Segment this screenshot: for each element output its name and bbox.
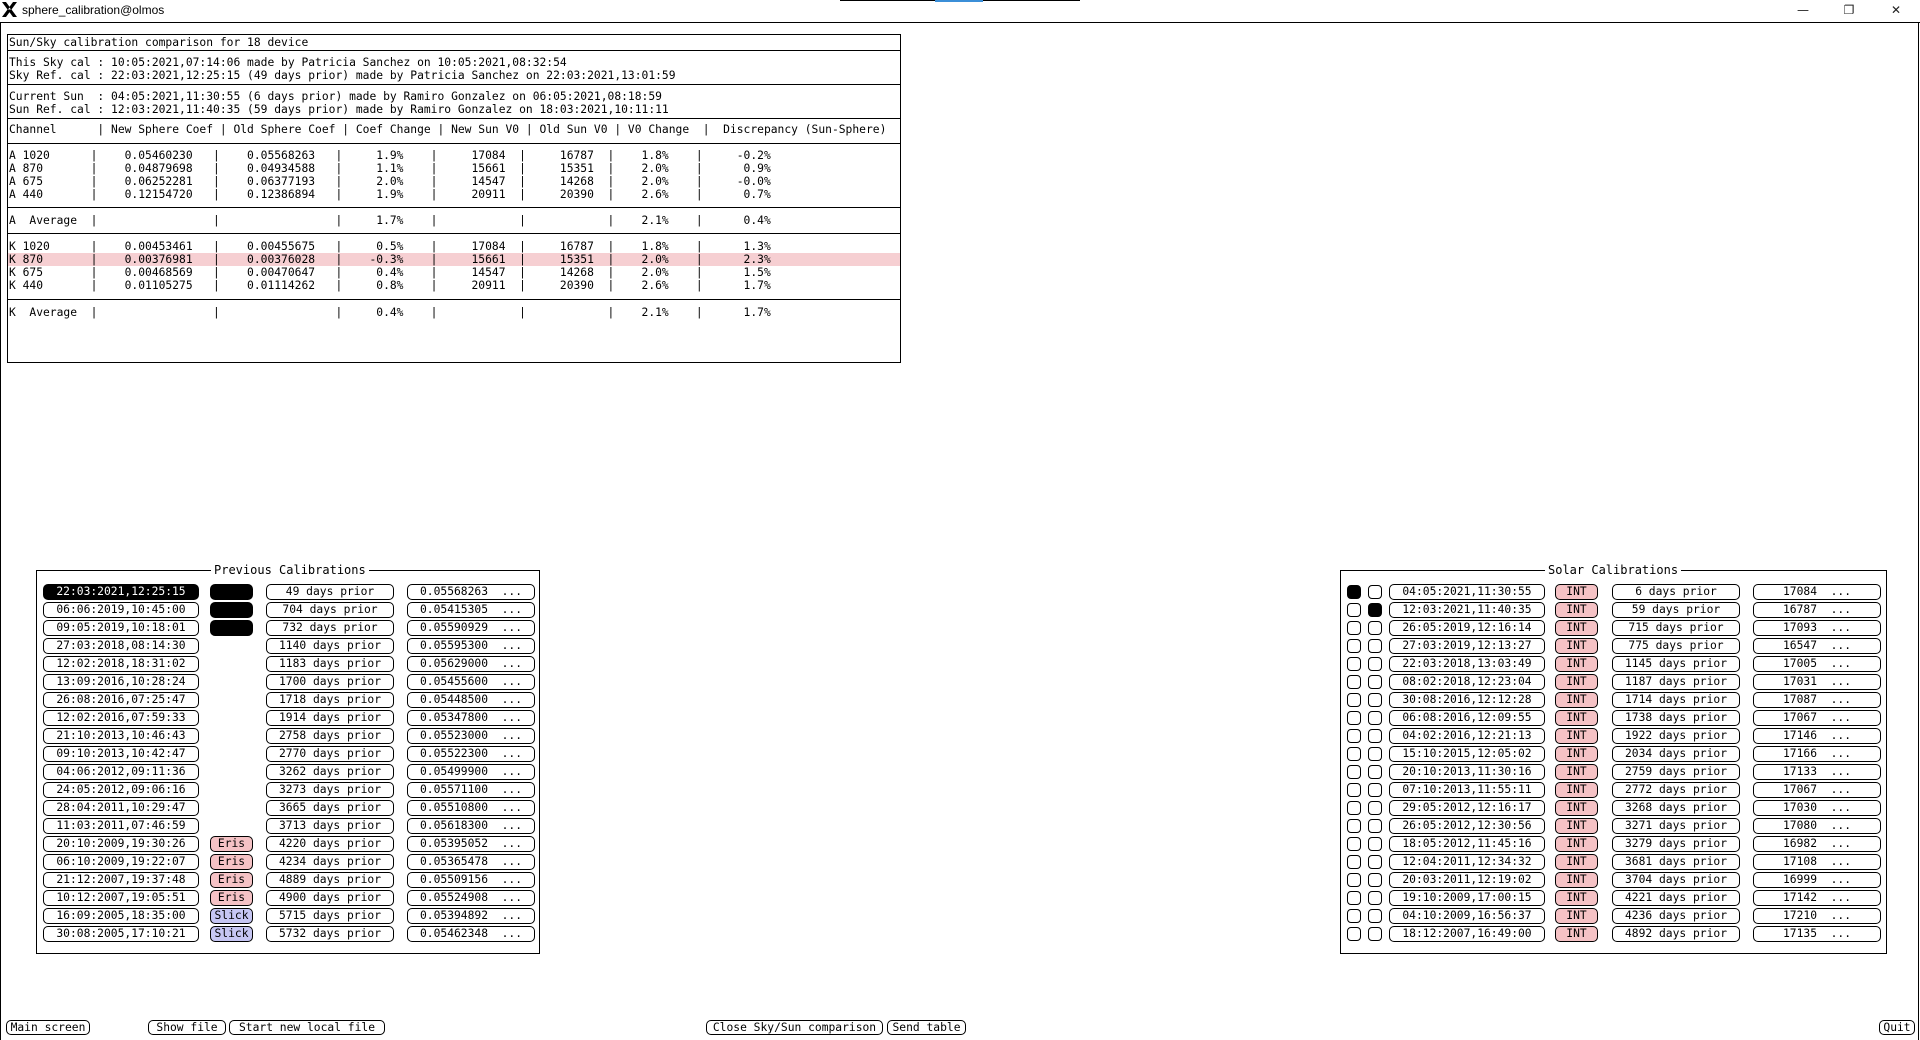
reference-sun-radio[interactable]: [1368, 819, 1382, 833]
v0-button[interactable]: 17087 ...: [1753, 692, 1881, 708]
coef-button[interactable]: 0.05394892 ...: [407, 908, 535, 924]
reference-sun-radio[interactable]: [1368, 891, 1382, 905]
reference-sun-radio[interactable]: [1368, 927, 1382, 941]
days-prior-field: 2034 days prior: [1612, 746, 1740, 762]
k-rows-section: [8, 234, 900, 300]
coef-button[interactable]: 0.05455600 ...: [407, 674, 535, 690]
coef-button[interactable]: 0.05448500 ...: [407, 692, 535, 708]
list-item: [37, 764, 539, 780]
coef-button[interactable]: 0.05510800 ...: [407, 800, 535, 816]
v0-button[interactable]: 17005 ...: [1753, 656, 1881, 672]
current-sun-radio[interactable]: [1347, 657, 1361, 671]
list-item: [37, 710, 539, 726]
cal-type-badge: INT: [1555, 602, 1598, 618]
previous-calibrations-title: Previous Calibrations: [211, 563, 369, 577]
days-prior-field: 1714 days prior: [1612, 692, 1740, 708]
solar-calibrations-group: [1340, 563, 1887, 954]
list-item: [37, 800, 539, 816]
list-item: [37, 836, 539, 852]
coef-button[interactable]: 0.05629000 ...: [407, 656, 535, 672]
cal-type-badge: INT: [1555, 692, 1598, 708]
reference-sun-radio[interactable]: [1368, 801, 1382, 815]
cal-type-badge: INT: [1555, 764, 1598, 780]
current-sun-radio[interactable]: [1347, 693, 1361, 707]
current-sun-radio[interactable]: [1347, 855, 1361, 869]
device-tag-badge: Slick: [210, 926, 253, 942]
current-sun-radio[interactable]: [1347, 639, 1361, 653]
window-border-top: [0, 22, 1920, 23]
days-prior-field: 1914 days prior: [266, 710, 394, 726]
solar-cal-date-button[interactable]: 04:05:2021,11:30:55: [1389, 584, 1545, 600]
title-bar: [0, 0, 1920, 21]
list-item: [37, 926, 539, 942]
list-item: [1341, 584, 1886, 600]
list-item: [1341, 764, 1886, 780]
coef-button[interactable]: 0.05462348 ...: [407, 926, 535, 942]
table-row-highlighted: K 870 | 0.00376981 | 0.00376028 | -0.3% | 15661 | 15351 | 2.0% | 2.3%: [8, 253, 900, 266]
sky-ref-cal: Sky Ref. cal : 22:03:2021,12:25:15 (49 days prior) made by Patricia Sanchez on 22:03:2021,13:01:59: [9, 69, 676, 82]
list-item: [1341, 728, 1886, 744]
list-item: [1341, 890, 1886, 906]
days-prior-field: 704 days prior: [266, 602, 394, 618]
current-sun-radio[interactable]: [1347, 891, 1361, 905]
cal-type-badge: INT: [1555, 908, 1598, 924]
cal-type-badge: INT: [1555, 584, 1598, 600]
current-sun-radio[interactable]: [1347, 675, 1361, 689]
start-new-local-file-button[interactable]: Start new local file: [229, 1020, 385, 1035]
days-prior-field: 1187 days prior: [1612, 674, 1740, 690]
days-prior-field: 1738 days prior: [1612, 710, 1740, 726]
days-prior-field: 6 days prior: [1612, 584, 1740, 600]
reference-sun-radio[interactable]: [1368, 693, 1382, 707]
window-border-right: [1918, 22, 1919, 1040]
list-item: [37, 746, 539, 762]
reference-sun-radio[interactable]: [1368, 621, 1382, 635]
days-prior-field: 775 days prior: [1612, 638, 1740, 654]
days-prior-field: 1700 days prior: [266, 674, 394, 690]
current-sun-radio[interactable]: [1347, 837, 1361, 851]
coef-button[interactable]: 0.05523000 ...: [407, 728, 535, 744]
v0-button[interactable]: 17135 ...: [1753, 926, 1881, 942]
previous-cal-date-button[interactable]: 22:03:2021,12:25:15: [43, 584, 199, 600]
sky-info-section: [8, 51, 900, 85]
v0-button[interactable]: 17133 ...: [1753, 764, 1881, 780]
status-marker: [210, 620, 253, 636]
list-item: [1341, 854, 1886, 870]
table-header-section: [8, 119, 900, 144]
list-item: [37, 692, 539, 708]
v0-button[interactable]: 16787 ...: [1753, 602, 1881, 618]
reference-sun-radio[interactable]: [1368, 729, 1382, 743]
v0-button[interactable]: 17108 ...: [1753, 854, 1881, 870]
this-sky-cal: This Sky cal : 10:05:2021,07:14:06 made by Patricia Sanchez on 10:05:2021,08:32:54: [9, 56, 567, 69]
cal-type-badge: INT: [1555, 890, 1598, 906]
coef-button[interactable]: 0.05524908 ...: [407, 890, 535, 906]
v0-button[interactable]: 17084 ...: [1753, 584, 1881, 600]
solar-cal-date-button[interactable]: 19:10:2009,17:00:15: [1389, 890, 1545, 906]
restore-button[interactable]: ❐: [1843, 3, 1855, 17]
v0-button[interactable]: 16999 ...: [1753, 872, 1881, 888]
list-item: [37, 890, 539, 906]
list-item: [1341, 692, 1886, 708]
days-prior-field: 4236 days prior: [1612, 908, 1740, 924]
cal-type-badge: INT: [1555, 674, 1598, 690]
v0-button[interactable]: 17031 ...: [1753, 674, 1881, 690]
days-prior-field: 2772 days prior: [1612, 782, 1740, 798]
comparison-heading-section: [8, 35, 900, 51]
solar-cal-date-button[interactable]: 15:10:2015,12:05:02: [1389, 746, 1545, 762]
days-prior-field: 59 days prior: [1612, 602, 1740, 618]
coef-button[interactable]: 0.05395052 ...: [407, 836, 535, 852]
solar-cal-date-button[interactable]: 26:05:2019,12:16:14: [1389, 620, 1545, 636]
reference-sun-radio[interactable]: [1368, 909, 1382, 923]
quit-button[interactable]: Quit: [1879, 1020, 1915, 1035]
list-item: [1341, 926, 1886, 942]
previous-cal-date-button[interactable]: 10:12:2007,19:05:51: [43, 890, 199, 906]
table-row: A 870 | 0.04879698 | 0.04934588 | 1.1% | 15661 | 15351 | 2.0% | 0.9%: [9, 162, 771, 175]
device-tag-badge: Eris: [210, 890, 253, 906]
v0-button[interactable]: 17146 ...: [1753, 728, 1881, 744]
reference-sun-radio[interactable]: [1368, 675, 1382, 689]
list-item: [1341, 710, 1886, 726]
list-item: [1341, 818, 1886, 834]
days-prior-field: 2759 days prior: [1612, 764, 1740, 780]
current-sun-radio[interactable]: [1347, 873, 1361, 887]
solar-cal-date-button[interactable]: 04:10:2009,16:56:37: [1389, 908, 1545, 924]
days-prior-field: 3279 days prior: [1612, 836, 1740, 852]
days-prior-field: 3273 days prior: [266, 782, 394, 798]
solar-cal-date-button[interactable]: 18:12:2007,16:49:00: [1389, 926, 1545, 942]
previous-cal-date-button[interactable]: 04:06:2012,09:11:36: [43, 764, 199, 780]
current-sun-radio[interactable]: [1347, 747, 1361, 761]
days-prior-field: 5715 days prior: [266, 908, 394, 924]
title-accent-bar: [935, 0, 983, 2]
previous-cal-date-button[interactable]: 21:10:2013,10:46:43: [43, 728, 199, 744]
coef-button[interactable]: 0.05568263 ...: [407, 584, 535, 600]
days-prior-field: 4900 days prior: [266, 890, 394, 906]
status-marker: [210, 602, 253, 618]
coef-button[interactable]: 0.05499900 ...: [407, 764, 535, 780]
table-row: A 675 | 0.06252281 | 0.06377193 | 2.0% | 14547 | 14268 | 2.0% | -0.0%: [9, 175, 771, 188]
current-sun-radio[interactable]: [1347, 729, 1361, 743]
x11-logo-icon: [2, 2, 17, 17]
days-prior-field: 1718 days prior: [266, 692, 394, 708]
days-prior-field: 4221 days prior: [1612, 890, 1740, 906]
solar-cal-date-button[interactable]: 29:05:2012,12:16:17: [1389, 800, 1545, 816]
k-average-section: [8, 300, 900, 340]
current-sun-radio[interactable]: [1347, 585, 1361, 599]
coef-button[interactable]: 0.05347800 ...: [407, 710, 535, 726]
reference-sun-radio[interactable]: [1368, 747, 1382, 761]
solar-cal-date-button[interactable]: 04:02:2016,12:21:13: [1389, 728, 1545, 744]
sun-ref-cal: Sun Ref. cal : 12:03:2021,11:40:35 (59 days prior) made by Ramiro Gonzalez on 18:03:2021,10:11:11: [9, 103, 669, 116]
list-item: [1341, 638, 1886, 654]
previous-cal-date-button[interactable]: 06:06:2019,10:45:00: [43, 602, 199, 618]
k-average-row: K Average | | | 0.4% | | | 2.1% | 1.7%: [9, 306, 771, 319]
cal-type-badge: INT: [1555, 710, 1598, 726]
solar-cal-date-button[interactable]: 18:05:2012,11:45:16: [1389, 836, 1545, 852]
previous-cal-date-button[interactable]: 16:09:2005,18:35:00: [43, 908, 199, 924]
send-table-button[interactable]: Send table: [887, 1020, 966, 1035]
close-sky-sun-comparison-button[interactable]: Close Sky/Sun comparison: [706, 1020, 883, 1035]
cal-type-badge: INT: [1555, 854, 1598, 870]
a-average-section: [8, 208, 900, 234]
previous-cal-date-button[interactable]: 09:10:2013,10:42:47: [43, 746, 199, 762]
list-item: [37, 908, 539, 924]
days-prior-field: 3665 days prior: [266, 800, 394, 816]
v0-button[interactable]: 17067 ...: [1753, 710, 1881, 726]
solar-cal-date-button[interactable]: 12:04:2011,12:34:32: [1389, 854, 1545, 870]
solar-calibrations-title: Solar Calibrations: [1545, 563, 1681, 577]
coef-button[interactable]: 0.05571100 ...: [407, 782, 535, 798]
current-sun-radio[interactable]: [1347, 621, 1361, 635]
cal-type-badge: INT: [1555, 656, 1598, 672]
reference-sun-radio[interactable]: [1368, 765, 1382, 779]
list-item: [37, 638, 539, 654]
previous-cal-date-button[interactable]: 12:02:2016,07:59:33: [43, 710, 199, 726]
days-prior-field: 3713 days prior: [266, 818, 394, 834]
current-sun-radio[interactable]: [1347, 819, 1361, 833]
cal-type-badge: INT: [1555, 926, 1598, 942]
days-prior-field: 1183 days prior: [266, 656, 394, 672]
status-marker: [210, 584, 253, 600]
v0-button[interactable]: 17093 ...: [1753, 620, 1881, 636]
close-window-button[interactable]: ✕: [1890, 3, 1902, 17]
reference-sun-radio[interactable]: [1368, 711, 1382, 725]
reference-sun-radio[interactable]: [1368, 855, 1382, 869]
reference-sun-radio[interactable]: [1368, 657, 1382, 671]
reference-sun-radio[interactable]: [1368, 639, 1382, 653]
current-sun-radio[interactable]: [1347, 801, 1361, 815]
coef-button[interactable]: 0.05509156 ...: [407, 872, 535, 888]
table-row: K 440 | 0.01105275 | 0.01114262 | 0.8% | 20911 | 20390 | 2.6% | 1.7%: [9, 279, 771, 292]
list-item: [37, 602, 539, 618]
cal-type-badge: INT: [1555, 746, 1598, 762]
cal-type-badge: INT: [1555, 872, 1598, 888]
days-prior-field: 3271 days prior: [1612, 818, 1740, 834]
solar-cal-date-button[interactable]: 22:03:2018,13:03:49: [1389, 656, 1545, 672]
list-item: [37, 818, 539, 834]
list-item: [37, 584, 539, 600]
previous-cal-date-button[interactable]: 26:08:2016,07:25:47: [43, 692, 199, 708]
list-item: [1341, 872, 1886, 888]
previous-cal-date-button[interactable]: 20:10:2009,19:30:26: [43, 836, 199, 852]
coef-button[interactable]: 0.05618300 ...: [407, 818, 535, 834]
coef-button[interactable]: 0.05365478 ...: [407, 854, 535, 870]
cal-type-badge: INT: [1555, 818, 1598, 834]
v0-button[interactable]: 16547 ...: [1753, 638, 1881, 654]
table-row: A 1020 | 0.05460230 | 0.05568263 | 1.9% | 17084 | 16787 | 1.8% | -0.2%: [9, 149, 771, 162]
device-tag-badge: Eris: [210, 836, 253, 852]
cal-type-badge: INT: [1555, 620, 1598, 636]
days-prior-field: 3704 days prior: [1612, 872, 1740, 888]
list-item: [1341, 746, 1886, 762]
solar-cal-date-button[interactable]: 27:03:2019,12:13:27: [1389, 638, 1545, 654]
current-sun: Current Sun : 04:05:2021,11:30:55 (6 days prior) made by Ramiro Gonzalez on 06:05:2021,08:18:59: [9, 90, 662, 103]
device-tag-badge: Eris: [210, 854, 253, 870]
days-prior-field: 4220 days prior: [266, 836, 394, 852]
v0-button[interactable]: 17067 ...: [1753, 782, 1881, 798]
previous-cal-date-button[interactable]: 24:05:2012,09:06:16: [43, 782, 199, 798]
show-file-button[interactable]: Show file: [148, 1020, 226, 1035]
previous-cal-date-button[interactable]: 27:03:2018,08:14:30: [43, 638, 199, 654]
comparison-panel: [7, 34, 901, 363]
list-item: [37, 674, 539, 690]
current-sun-radio[interactable]: [1347, 783, 1361, 797]
v0-button[interactable]: 17166 ...: [1753, 746, 1881, 762]
table-row: A 440 | 0.12154720 | 0.12386894 | 1.9% | 20911 | 20390 | 2.6% | 0.7%: [9, 188, 771, 201]
window-title: sphere_calibration@olmos: [22, 3, 165, 17]
previous-cal-date-button[interactable]: 09:05:2019,10:18:01: [43, 620, 199, 636]
days-prior-field: 1145 days prior: [1612, 656, 1740, 672]
list-item: [37, 656, 539, 672]
cal-type-badge: INT: [1555, 782, 1598, 798]
reference-sun-radio[interactable]: [1368, 873, 1382, 887]
list-item: [1341, 656, 1886, 672]
solar-cal-date-button[interactable]: 26:05:2012,12:30:56: [1389, 818, 1545, 834]
list-item: [1341, 782, 1886, 798]
list-item: [37, 620, 539, 636]
device-tag-badge: Eris: [210, 872, 253, 888]
solar-cal-date-button[interactable]: 08:02:2018,12:23:04: [1389, 674, 1545, 690]
solar-cal-date-button[interactable]: 12:03:2021,11:40:35: [1389, 602, 1545, 618]
current-sun-radio[interactable]: [1347, 603, 1361, 617]
list-item: [1341, 674, 1886, 690]
window-border-left: [0, 22, 1, 1040]
list-item: [1341, 602, 1886, 618]
main-screen-button[interactable]: Main screen: [6, 1020, 90, 1035]
cal-type-badge: INT: [1555, 638, 1598, 654]
coef-button[interactable]: 0.05590929 ...: [407, 620, 535, 636]
days-prior-field: 1922 days prior: [1612, 728, 1740, 744]
solar-cal-date-button[interactable]: 20:10:2013,11:30:16: [1389, 764, 1545, 780]
previous-cal-date-button[interactable]: 06:10:2009,19:22:07: [43, 854, 199, 870]
cal-type-badge: INT: [1555, 728, 1598, 744]
sun-info-section: [8, 85, 900, 119]
minimize-button[interactable]: —: [1797, 3, 1809, 17]
solar-cal-date-button[interactable]: 20:03:2011,12:19:02: [1389, 872, 1545, 888]
days-prior-field: 715 days prior: [1612, 620, 1740, 636]
days-prior-field: 4892 days prior: [1612, 926, 1740, 942]
current-sun-radio[interactable]: [1347, 927, 1361, 941]
previous-cal-date-button[interactable]: 11:03:2011,07:46:59: [43, 818, 199, 834]
days-prior-field: 732 days prior: [266, 620, 394, 636]
solar-cal-date-button[interactable]: 30:08:2016,12:12:28: [1389, 692, 1545, 708]
current-sun-radio[interactable]: [1347, 909, 1361, 923]
v0-button[interactable]: 17080 ...: [1753, 818, 1881, 834]
current-sun-radio[interactable]: [1347, 711, 1361, 725]
v0-button[interactable]: 17030 ...: [1753, 800, 1881, 816]
solar-cal-date-button[interactable]: 07:10:2013,11:55:11: [1389, 782, 1545, 798]
previous-cal-date-button[interactable]: 28:04:2011,10:29:47: [43, 800, 199, 816]
days-prior-field: 3268 days prior: [1612, 800, 1740, 816]
current-sun-radio[interactable]: [1347, 765, 1361, 779]
coef-button[interactable]: 0.05595300 ...: [407, 638, 535, 654]
v0-button[interactable]: 17210 ...: [1753, 908, 1881, 924]
days-prior-field: 4889 days prior: [266, 872, 394, 888]
days-prior-field: 2758 days prior: [266, 728, 394, 744]
list-item: [1341, 800, 1886, 816]
days-prior-field: 2770 days prior: [266, 746, 394, 762]
table-row: K 675 | 0.00468569 | 0.00470647 | 0.4% | 14547 | 14268 | 2.0% | 1.5%: [9, 266, 771, 279]
a-rows-section: [8, 144, 900, 208]
list-item: [1341, 620, 1886, 636]
solar-cal-date-button[interactable]: 06:08:2016,12:09:55: [1389, 710, 1545, 726]
cal-type-badge: INT: [1555, 800, 1598, 816]
previous-cal-date-button[interactable]: 21:12:2007,19:37:48: [43, 872, 199, 888]
a-average-row: A Average | | | 1.7% | | | 2.1% | 0.4%: [9, 214, 771, 227]
comparison-heading: Sun/Sky calibration comparison for 18 device: [9, 36, 309, 49]
days-prior-field: 1140 days prior: [266, 638, 394, 654]
days-prior-field: 4234 days prior: [266, 854, 394, 870]
reference-sun-radio[interactable]: [1368, 783, 1382, 797]
previous-cal-date-button[interactable]: 12:02:2018,18:31:02: [43, 656, 199, 672]
list-item: [1341, 908, 1886, 924]
previous-cal-date-button[interactable]: 30:08:2005,17:10:21: [43, 926, 199, 942]
reference-sun-radio[interactable]: [1368, 603, 1382, 617]
days-prior-field: 5732 days prior: [266, 926, 394, 942]
list-item: [37, 728, 539, 744]
reference-sun-radio[interactable]: [1368, 837, 1382, 851]
days-prior-field: 49 days prior: [266, 584, 394, 600]
list-item: [37, 854, 539, 870]
device-tag-badge: Slick: [210, 908, 253, 924]
coef-button[interactable]: 0.05522300 ...: [407, 746, 535, 762]
v0-button[interactable]: 17142 ...: [1753, 890, 1881, 906]
cal-type-badge: INT: [1555, 836, 1598, 852]
list-item: [37, 782, 539, 798]
coef-button[interactable]: 0.05415305 ...: [407, 602, 535, 618]
previous-cal-date-button[interactable]: 13:09:2016,10:28:24: [43, 674, 199, 690]
v0-button[interactable]: 16982 ...: [1753, 836, 1881, 852]
table-row: K 1020 | 0.00453461 | 0.00455675 | 0.5% | 17084 | 16787 | 1.8% | 1.3%: [9, 240, 771, 253]
table-header: Channel | New Sphere Coef | Old Sphere Coef | Coef Change | New Sun V0 | Old Sun V0 | V0 Change | Discrepancy (Sun-Sphere): [9, 123, 887, 136]
previous-calibrations-group: [36, 563, 540, 954]
days-prior-field: 3262 days prior: [266, 764, 394, 780]
reference-sun-radio[interactable]: [1368, 585, 1382, 599]
list-item: [37, 872, 539, 888]
list-item: [1341, 836, 1886, 852]
days-prior-field: 3681 days prior: [1612, 854, 1740, 870]
